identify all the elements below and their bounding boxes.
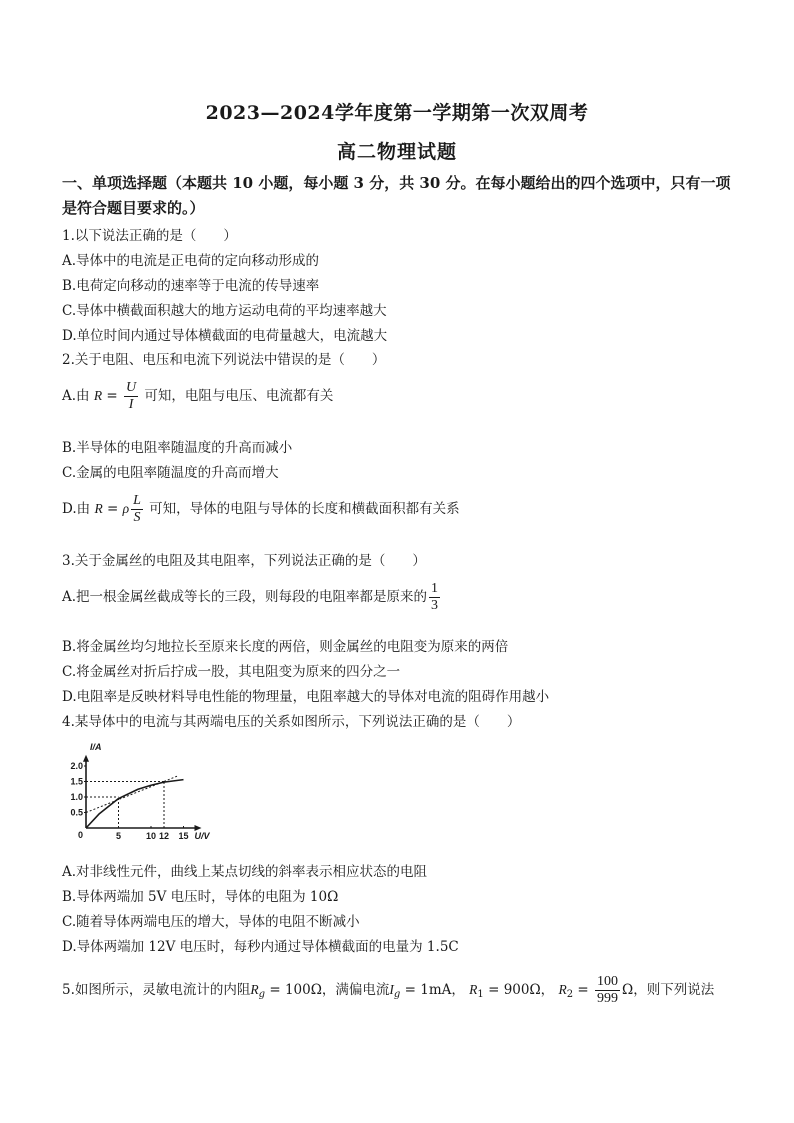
y-axis-arrow	[83, 755, 89, 762]
q5-ig-value: = 1mA	[404, 982, 452, 998]
q2-option-a	[62, 380, 333, 413]
q5-r2-unit: Ω	[622, 982, 634, 998]
q5-r1-value: = 900Ω	[488, 982, 541, 998]
q2-d-fraction	[131, 493, 143, 526]
q5-ig-subscript: g	[393, 989, 401, 1000]
x-axis-label: U/V	[194, 831, 210, 841]
q1-option-a: A.导体中的电流是正电荷的定向移动形成的	[62, 253, 320, 269]
q5-r1-symbol: R	[469, 982, 478, 997]
y-tick-label: 0.5	[70, 807, 83, 818]
q2-a-eq: =	[106, 388, 118, 404]
q3-a-text: A.把一根金属丝截成等长的三段，则每段的电阻率都是原来的	[62, 589, 428, 605]
q5-text-5: ，则下列说法	[633, 982, 715, 998]
q4-option-a: A.对非线性元件，曲线上某点切线的斜率表示相应状态的电阻	[62, 864, 428, 880]
q5-rg-subscript: g	[258, 989, 266, 1000]
q5-r2-subscript: 2	[566, 989, 574, 1000]
y-axis-label: I/A	[90, 742, 102, 752]
section-heading: 一、单项选择题（本题共 10 小题，每小题 3 分，共 30 分。在每小题给出的四个选项中，只有一项是符合题目要求的。）	[62, 174, 731, 217]
q4-option-c: C.随着导体两端电压的增大，导体的电阻不断减小	[62, 914, 360, 930]
q2-a-lhs: R	[93, 388, 103, 403]
q3-a-fraction	[429, 581, 440, 614]
q2-a-numerator: U	[126, 380, 137, 395]
q5-r2-denominator: 999	[597, 991, 618, 1006]
iu-graph	[58, 742, 208, 842]
q5-r2-eq: =	[577, 982, 589, 998]
q5-r1-subscript: 1	[477, 989, 484, 1000]
q2-a-fraction	[124, 380, 138, 413]
q4-option-b: B.导体两端加 5V 电压时，导体的电阻为 10Ω	[62, 889, 339, 905]
q5-text-4: ，	[540, 982, 555, 998]
q2-d-suffix: 可知，导体的电阻与导体的长度和横截面积都有关系	[149, 501, 460, 517]
y-tick-label: 1.0	[70, 792, 83, 802]
q2-d-prefix: D.由	[62, 501, 91, 517]
q1-option-d: D.单位时间内通过导体横截面的电荷量越大，电流越大	[62, 328, 388, 344]
q2-d-eq: =	[106, 501, 119, 517]
q2-a-denominator: I	[128, 397, 134, 412]
exam-title: 2023—2024学年度第一学期第一次双周考	[205, 102, 589, 124]
y-tick-label: 2.0	[70, 761, 83, 771]
q5-r2-symbol: R	[558, 982, 567, 997]
q5-text-1: 5.如图所示，灵敏电流计的内阻	[62, 982, 251, 998]
q3-a-numerator: 1	[431, 581, 439, 596]
q2-option-d	[62, 493, 460, 526]
q5-text-3: ，	[451, 982, 465, 998]
q5-rg-value: = 100Ω	[269, 982, 322, 998]
q3-a-denominator: 3	[431, 598, 439, 613]
q3-option-d: D.电阻率是反映材料导电性能的物理量，电阻率越大的导体对电流的阻碍作用越小	[62, 689, 550, 705]
q5-ig-symbol: I	[389, 982, 394, 997]
iu-curve	[86, 780, 184, 828]
q1-option-c: C.导体中横截面积越大的地方运动电荷的平均速率越大	[62, 303, 387, 319]
q5-text-2: ，满偏电流	[321, 982, 390, 998]
q5-stem	[62, 974, 714, 1007]
q2-d-denominator: S	[133, 510, 141, 525]
q4-stem: 4.某导体中的电流与其两端电压的关系如图所示，下列说法正确的是（ ）	[62, 714, 521, 730]
q2-option-b: B.半导体的电阻率随温度的升高而减小	[62, 440, 293, 456]
q2-d-rho: ρ	[122, 501, 130, 516]
q4-option-d: D.导体两端加 12V 电压时，每秒内通过导体横截面的电量为 1.5C	[62, 939, 459, 955]
y-tick-label: 1.5	[70, 776, 83, 787]
q2-d-numerator: L	[133, 493, 141, 508]
q2-a-suffix: 可知，电阻与电压、电流都有关	[144, 388, 334, 404]
x-tick-label: 10	[145, 831, 157, 841]
q2-d-lhs: R	[94, 501, 103, 516]
q5-rg-symbol: R	[250, 982, 259, 997]
exam-subtitle: 高二物理试题	[336, 141, 457, 163]
q1-stem: 1.以下说法正确的是（ ）	[62, 228, 237, 244]
origin-label: 0	[77, 830, 83, 840]
q1-option-b: B.电荷定向移动的速率等于电流的传导速率	[62, 278, 320, 294]
x-tick-label: 12	[158, 831, 170, 841]
q2-option-c: C.金属的电阻率随温度的升高而增大	[62, 465, 279, 481]
q3-stem: 3.关于金属丝的电阻及其电阻率，下列说法正确的是（ ）	[62, 553, 426, 569]
q3-option-a	[62, 581, 442, 614]
q5-r2-fraction	[595, 974, 620, 1007]
q2-a-prefix: A.由	[62, 388, 90, 404]
q3-option-b: B.将金属丝均匀地拉长至原来长度的两倍，则金属丝的电阻变为原来的两倍	[62, 639, 509, 655]
q3-option-c: C.将金属丝对折后拧成一股，其电阻变为原来的四分之一	[62, 664, 401, 680]
q2-stem: 2.关于电阻、电压和电流下列说法中错误的是（ ）	[62, 352, 386, 368]
q5-r2-numerator: 100	[597, 974, 618, 989]
x-tick-label: 5	[115, 831, 122, 841]
x-tick-label: 15	[178, 831, 189, 841]
